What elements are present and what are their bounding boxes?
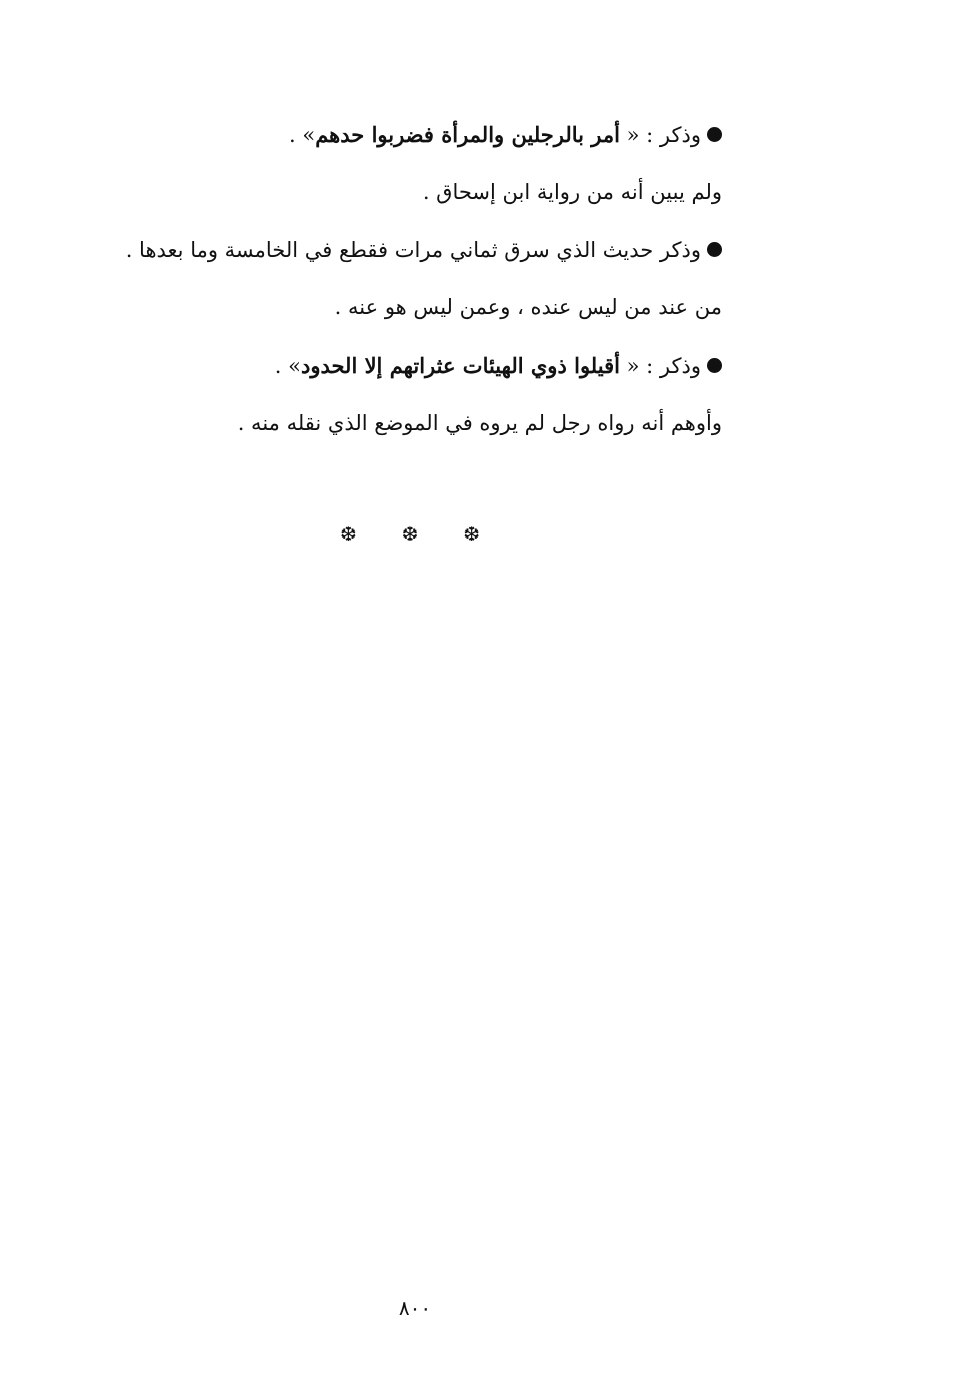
- paragraph-lead: وأوهم أنه رواه رجل لم يروه في الموضع الذي نقله منه .: [237, 410, 722, 435]
- hadith-quote: أقيلوا ذوي الهيئات عثراتهم إلا الحدود: [300, 353, 620, 379]
- paragraph-lead: وذكر : «: [619, 354, 701, 379]
- paragraph-line: [62, 106, 722, 164]
- paragraph-lead: وذكر : «: [619, 123, 701, 147]
- paragraph-lead: من عند من ليس عنده ، وعمن ليس هو عنه .: [334, 295, 722, 320]
- bullet-icon: [707, 242, 722, 257]
- paragraph-tail: » .: [289, 123, 316, 147]
- snowflake-ornament-icon: ❆: [463, 522, 480, 546]
- paragraph-line: [62, 164, 722, 222]
- paragraph-line: [62, 279, 722, 337]
- snowflake-ornament-icon: ❆: [401, 522, 419, 546]
- paragraph-line: [62, 222, 722, 280]
- section-separator: [340, 522, 480, 546]
- bullet-icon: [707, 358, 722, 373]
- paragraph-lead: ولم يبين أنه من رواية ابن إسحاق .: [422, 179, 722, 204]
- text-body: [62, 106, 722, 453]
- paragraph-line: [62, 395, 722, 453]
- bullet-icon: [707, 127, 722, 142]
- paragraph-tail: » .: [274, 354, 301, 379]
- page-number: ٨٠٠: [398, 1296, 432, 1320]
- snowflake-ornament-icon: ❆: [340, 522, 357, 546]
- hadith-quote: أمر بالرجلين والمرأة فضربوا حدهم: [315, 122, 620, 147]
- paragraph-lead: وذكر حديث الذي سرق ثماني مرات فقطع في الخامسة وما بعدها .: [125, 237, 701, 262]
- paragraph-line: [62, 337, 722, 395]
